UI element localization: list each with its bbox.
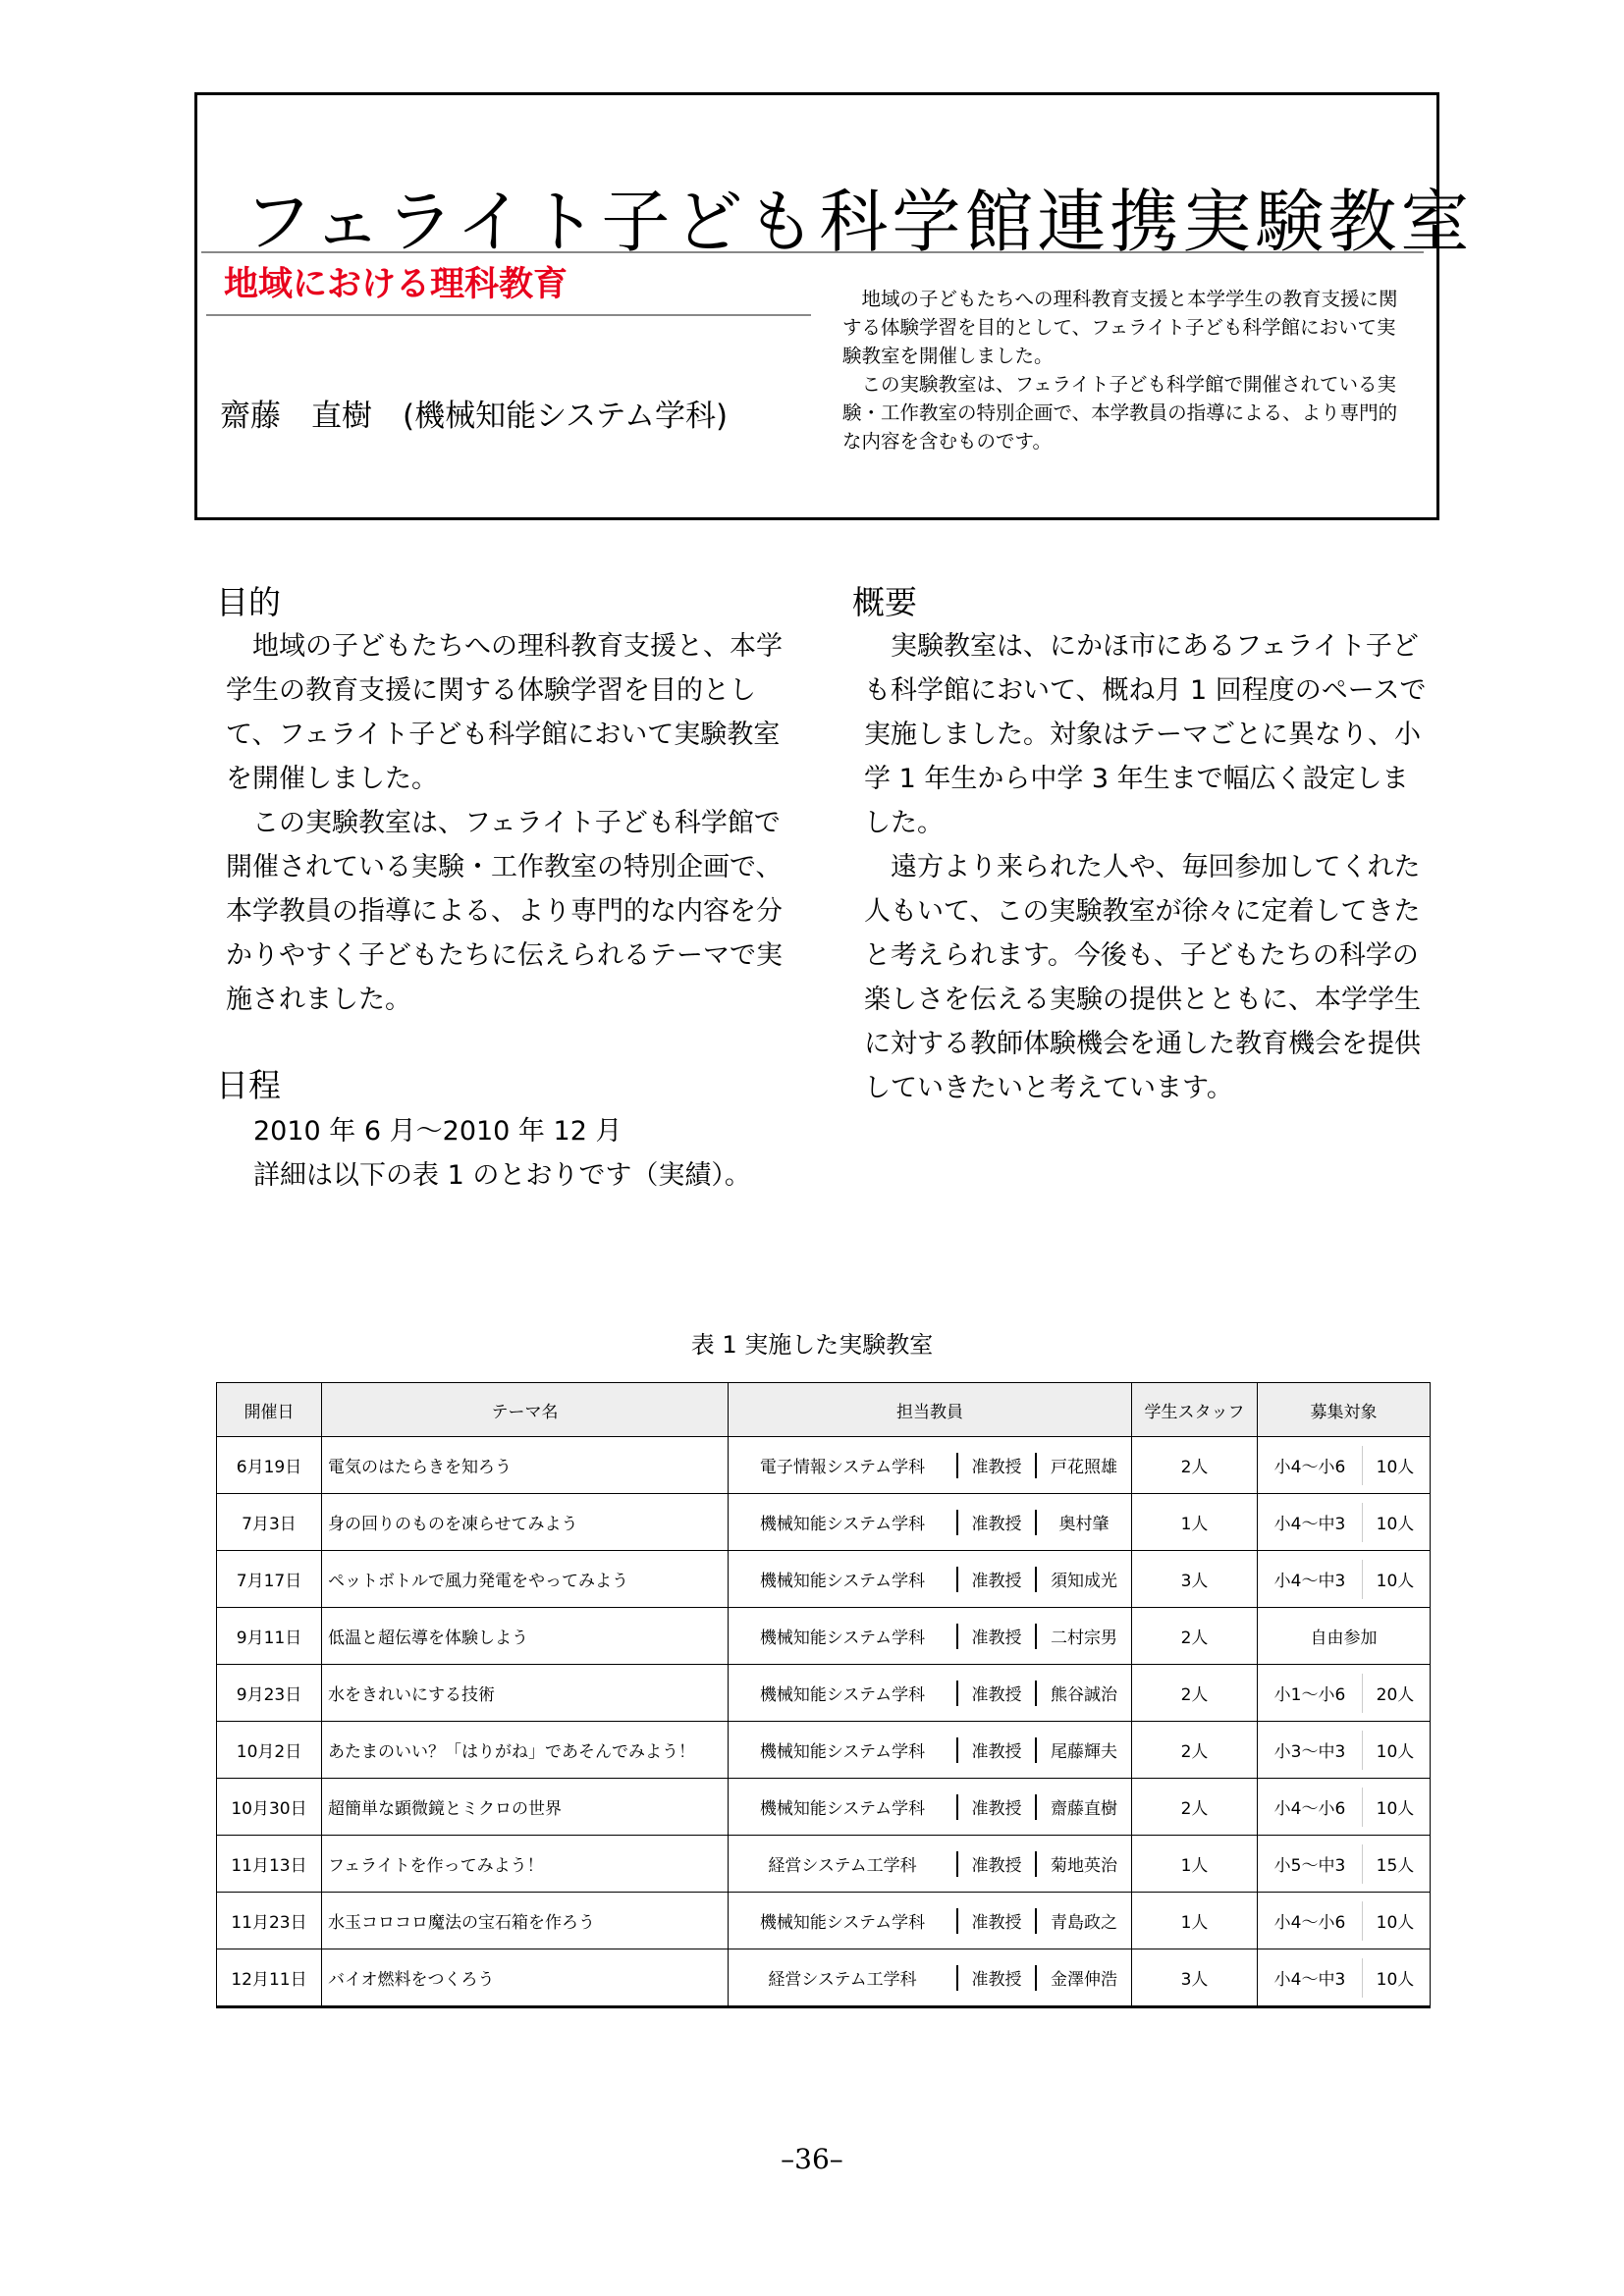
- teacher-name: 青島政之: [1051, 1913, 1117, 1933]
- target-capacity: 10人: [1376, 1799, 1415, 1819]
- cell-target: [1258, 1893, 1431, 1949]
- header-staff: 学生スタッフ: [1132, 1383, 1258, 1437]
- table-row: [217, 1608, 1431, 1665]
- cell-theme: 低温と超伝導を体験しよう: [322, 1608, 729, 1665]
- target-capacity: 15人: [1376, 1856, 1415, 1876]
- teacher-group: [729, 1551, 1131, 1607]
- target-capacity: 10人: [1376, 1572, 1415, 1591]
- target-grades: 小4～小6: [1273, 1913, 1346, 1933]
- target-grades: 小5～中3: [1273, 1856, 1346, 1876]
- target-grades: 小3～中3: [1273, 1742, 1346, 1762]
- cell-staff: 2人: [1132, 1608, 1258, 1665]
- teacher-rank: 准教授: [971, 1572, 1022, 1591]
- target-grades: 小4～中3: [1273, 1970, 1346, 1990]
- cell-teacher: [729, 1893, 1132, 1949]
- target-capacity: 10人: [1376, 1913, 1415, 1933]
- teacher-dept: 機械知能システム学科: [759, 1685, 926, 1705]
- cell-theme: フェライトを作ってみよう！: [322, 1836, 729, 1893]
- page-title: フェライト子ども科学館連携実験教室: [244, 182, 1474, 262]
- teacher-name: 尾藤輝夫: [1051, 1742, 1117, 1762]
- target-capacity: 10人: [1376, 1515, 1415, 1534]
- teacher-name: 戸花照雄: [1051, 1458, 1117, 1477]
- cell-theme: 電気のはたらきを知ろう: [322, 1437, 729, 1494]
- target-group: [1258, 1836, 1430, 1892]
- cell-target: [1258, 1494, 1431, 1551]
- cell-theme: 水をきれいにする技術: [322, 1665, 729, 1722]
- cell-date: 9月23日: [217, 1665, 322, 1722]
- header-teacher: 担当教員: [729, 1383, 1132, 1437]
- teacher-group: [729, 1779, 1131, 1835]
- events-table: [216, 1382, 1431, 2008]
- purpose-paragraph: 地域の子どもたちへの理科教育支援と、本学学生の教育支援に関する体験学習を目的として、フェライト子ども科学館において実験教室を開催しました。: [226, 631, 783, 794]
- teacher-name: 熊谷誠治: [1051, 1685, 1117, 1705]
- cell-staff: 1人: [1132, 1494, 1258, 1551]
- table-row: [217, 1551, 1431, 1608]
- cell-staff: 2人: [1132, 1779, 1258, 1836]
- teacher-group: [729, 1494, 1131, 1550]
- teacher-group: [729, 1665, 1131, 1721]
- teacher-name: 奥村肇: [1058, 1515, 1110, 1534]
- teacher-rank: 准教授: [971, 1970, 1022, 1990]
- teacher-name: 金澤伸浩: [1051, 1970, 1117, 1990]
- overview-body: [864, 624, 1429, 1110]
- target-capacity: 10人: [1376, 1742, 1415, 1762]
- target-group: [1258, 1494, 1430, 1550]
- target-grades: 小4～小6: [1273, 1799, 1346, 1819]
- cell-staff: 2人: [1132, 1437, 1258, 1494]
- cell-teacher: [729, 1779, 1132, 1836]
- cell-teacher: [729, 1836, 1132, 1893]
- cell-date: 11月23日: [217, 1893, 322, 1949]
- cell-teacher: [729, 1949, 1132, 2007]
- cell-date: 6月19日: [217, 1437, 322, 1494]
- table-body: [217, 1437, 1431, 2007]
- target-group: [1258, 1779, 1430, 1835]
- teacher-dept: 機械知能システム学科: [759, 1572, 926, 1591]
- abstract-paragraph: この実験教室は、フェライト子ども科学館で開催されている実験・工作教室の特別企画で、本学教員の指導による、より専門的な内容を含むものです。: [842, 373, 1398, 453]
- cell-target: [1258, 1551, 1431, 1608]
- target-group: [1258, 1551, 1430, 1607]
- cell-teacher: [729, 1665, 1132, 1722]
- schedule-body: [253, 1109, 751, 1198]
- header-target: 募集対象: [1258, 1383, 1431, 1437]
- schedule-period: 2010 年 6 月～2010 年 12 月: [253, 1116, 623, 1147]
- target-group: [1258, 1665, 1430, 1721]
- abstract-paragraph: 地域の子どもたちへの理科教育支援と本学学生の教育支援に関する体験学習を目的として、フェライト子ども科学館において実験教室を開催しました。: [842, 288, 1398, 367]
- target-grades: 小1～小6: [1273, 1685, 1346, 1705]
- table-row: [217, 1437, 1431, 1494]
- target-group: [1258, 1722, 1430, 1778]
- subtitle: 地域における理科教育: [224, 265, 568, 304]
- table-row: [217, 1494, 1431, 1551]
- page-number: –36–: [781, 2143, 843, 2175]
- cell-staff: 1人: [1132, 1836, 1258, 1893]
- table-row: [217, 1893, 1431, 1949]
- teacher-dept: 機械知能システム学科: [759, 1913, 926, 1933]
- cell-teacher: [729, 1608, 1132, 1665]
- teacher-name: 二村宗男: [1051, 1629, 1117, 1648]
- teacher-rank: 准教授: [971, 1458, 1022, 1477]
- cell-theme: 超簡単な顕微鏡とミクロの世界: [322, 1779, 729, 1836]
- cell-date: 7月3日: [217, 1494, 322, 1551]
- teacher-group: [729, 1949, 1131, 2005]
- cell-staff: 3人: [1132, 1949, 1258, 2007]
- target-capacity: 10人: [1376, 1458, 1415, 1477]
- cell-staff: 1人: [1132, 1893, 1258, 1949]
- cell-theme: 水玉コロコロ魔法の宝石箱を作ろう: [322, 1893, 729, 1949]
- teacher-rank: 准教授: [971, 1629, 1022, 1648]
- teacher-rank: 准教授: [971, 1515, 1022, 1534]
- title-divider: [201, 251, 1424, 253]
- schedule-heading: 日程: [216, 1066, 281, 1104]
- target-group: [1258, 1437, 1430, 1493]
- cell-date: 7月17日: [217, 1551, 322, 1608]
- target-grades: 小4～中3: [1273, 1572, 1346, 1591]
- teacher-name: 須知成光: [1051, 1572, 1117, 1591]
- cell-theme: バイオ燃料をつくろう: [322, 1949, 729, 2007]
- schedule-note: 詳細は以下の表 1 のとおりです（実績）。: [253, 1160, 751, 1191]
- header-theme: テーマ名: [322, 1383, 729, 1437]
- teacher-group: [729, 1437, 1131, 1493]
- teacher-rank: 准教授: [971, 1856, 1022, 1876]
- teacher-group: [729, 1608, 1131, 1664]
- teacher-dept: 機械知能システム学科: [759, 1515, 926, 1534]
- subtitle-divider: [206, 314, 811, 316]
- cell-theme: ペットボトルで風力発電をやってみよう: [322, 1551, 729, 1608]
- target-grades: 小4～中3: [1273, 1515, 1346, 1534]
- cell-target: [1258, 1836, 1431, 1893]
- table-caption: 表 1 実施した実験教室: [690, 1331, 934, 1359]
- target-group: [1258, 1608, 1430, 1664]
- teacher-group: [729, 1836, 1131, 1892]
- target-group: [1258, 1893, 1430, 1949]
- teacher-group: [729, 1722, 1131, 1778]
- cell-staff: 2人: [1132, 1665, 1258, 1722]
- teacher-name: 齋藤直樹: [1051, 1799, 1117, 1819]
- target-grades: 自由参加: [1310, 1629, 1378, 1648]
- target-capacity: 10人: [1376, 1970, 1415, 1990]
- cell-staff: 2人: [1132, 1722, 1258, 1779]
- header-date: 開催日: [217, 1383, 322, 1437]
- cell-teacher: [729, 1437, 1132, 1494]
- teacher-rank: 准教授: [971, 1742, 1022, 1762]
- table-header-row: [217, 1383, 1431, 1437]
- teacher-name: 菊地英治: [1051, 1856, 1117, 1876]
- cell-theme: 身の回りのものを凍らせてみよう: [322, 1494, 729, 1551]
- cell-date: 10月30日: [217, 1779, 322, 1836]
- cell-target: [1258, 1949, 1431, 2007]
- teacher-dept: 経営システム工学科: [768, 1856, 917, 1876]
- cell-teacher: [729, 1494, 1132, 1551]
- teacher-dept: 機械知能システム学科: [759, 1742, 926, 1762]
- purpose-body: [226, 624, 790, 1022]
- cell-target: [1258, 1608, 1431, 1665]
- teacher-rank: 准教授: [971, 1685, 1022, 1705]
- table-row: [217, 1665, 1431, 1722]
- teacher-group: [729, 1893, 1131, 1949]
- author-line: 齋藤 直樹 (機械知能システム学科): [220, 399, 729, 434]
- teacher-dept: 電子情報システム学科: [759, 1458, 926, 1477]
- overview-paragraph: 実験教室は、にかほ市にあるフェライト子ども科学館において、概ね月 1 回程度のペースで実施しました。対象はテーマごとに異なり、小学 1 年生から中学 3 年生まで幅広く設定しました。: [864, 631, 1427, 838]
- cell-target: [1258, 1722, 1431, 1779]
- teacher-rank: 准教授: [971, 1913, 1022, 1933]
- overview-paragraph: 遠方より来られた人や、毎回参加してくれた人もいて、この実験教室が徐々に定着してきたと考えられます。今後も、子どもたちの科学の楽しさを伝える実験の提供とともに、本学学生に対する教師体験機会を通した教育機会を提供していきたいと考えています。: [864, 852, 1421, 1103]
- table-row: [217, 1722, 1431, 1779]
- target-capacity: 20人: [1376, 1685, 1415, 1705]
- purpose-heading: 目的: [216, 583, 281, 621]
- cell-staff: 3人: [1132, 1551, 1258, 1608]
- table-row: [217, 1836, 1431, 1893]
- cell-date: 10月2日: [217, 1722, 322, 1779]
- overview-heading: 概要: [852, 583, 917, 621]
- cell-teacher: [729, 1722, 1132, 1779]
- cell-theme: あたまのいい？「はりがね」であそんでみよう！: [322, 1722, 729, 1779]
- cell-target: [1258, 1437, 1431, 1494]
- table-row: [217, 1949, 1431, 2007]
- cell-target: [1258, 1779, 1431, 1836]
- teacher-rank: 准教授: [971, 1799, 1022, 1819]
- table-row: [217, 1779, 1431, 1836]
- target-grades: 小4～小6: [1273, 1458, 1346, 1477]
- cell-teacher: [729, 1551, 1132, 1608]
- target-group: [1258, 1949, 1430, 2005]
- teacher-dept: 機械知能システム学科: [759, 1799, 926, 1819]
- teacher-dept: 経営システム工学科: [768, 1970, 917, 1990]
- cell-date: 12月11日: [217, 1949, 322, 2007]
- cell-target: [1258, 1665, 1431, 1722]
- teacher-dept: 機械知能システム学科: [759, 1629, 926, 1648]
- purpose-paragraph: この実験教室は、フェライト子ども科学館で開催されている実験・工作教室の特別企画で、本学教員の指導による、より専門的な内容を分かりやすく子どもたちに伝えられるテーマで実施されました。: [226, 808, 783, 1015]
- cell-date: 11月13日: [217, 1836, 322, 1893]
- cell-date: 9月11日: [217, 1608, 322, 1665]
- abstract: [842, 285, 1402, 455]
